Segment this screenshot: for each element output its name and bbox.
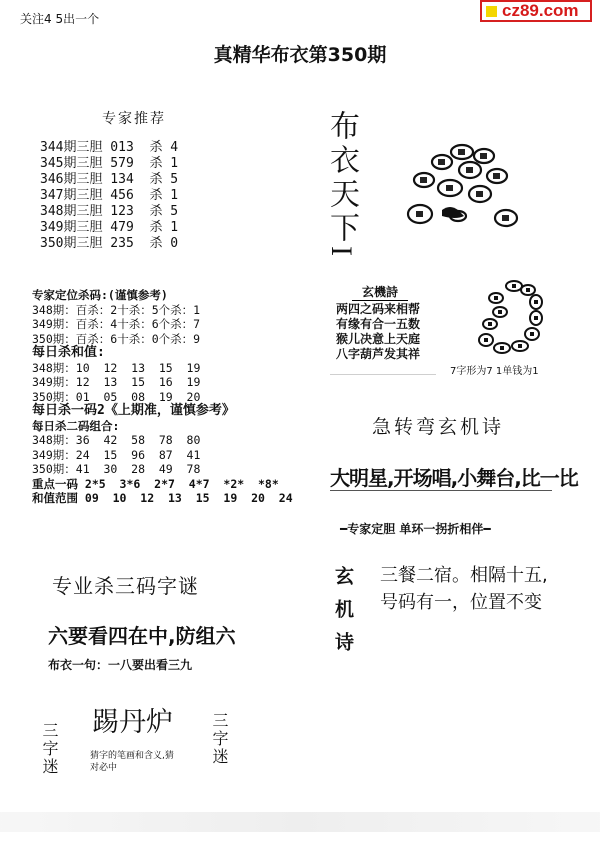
recommend-list	[40, 140, 178, 252]
recommend-row: 346期三胆 134 杀 5	[40, 172, 179, 187]
position-kill-row: 349期：百杀：4十杀：6个杀：7	[32, 317, 201, 331]
xuanji-poem-line: 三餐二宿。相隔十五,	[380, 565, 548, 586]
position-kill-title: 专家定位杀码:(谨慎参考)	[32, 288, 168, 302]
kill3-riddle-title: 专业杀三码字谜	[52, 574, 199, 598]
xuanji-poem-line: 号码有一，位置不变	[380, 592, 542, 613]
sum-kill-row: 349期：12 13 15 16 19	[32, 375, 201, 389]
combo-kill-row: 348期：36 42 58 78 80	[32, 433, 201, 447]
six-riddle-text: 六要看四在中,防组六	[48, 624, 236, 648]
buyi-sentence: 布衣一句：一八要出看三九	[48, 658, 193, 672]
sum-range-row: 和值范围 09 10 12 13 15 19 20 24	[32, 491, 293, 505]
bigstar-riddle: 大明星,开场唱,小舞台,比一比	[330, 466, 578, 490]
page-title: 真精华布衣第350期	[213, 44, 387, 66]
recommend-row: 350期三胆 235 杀 0	[40, 236, 179, 251]
bracelet-caption: 7字形为7 1单钱为1	[450, 366, 539, 377]
position-kill-row: 350期：百杀：6十杀：0个杀：9	[32, 331, 201, 346]
right-vertical-label: 三字迷	[210, 712, 229, 766]
recommend-title: 专家推荐	[102, 111, 166, 127]
coin-bracelet-icon	[470, 278, 550, 362]
left-vertical-label: 三字迷	[40, 722, 59, 776]
mystic-poem-line: 八字葫芦发其祥	[336, 347, 421, 361]
xuanji-poem-label: 玄机诗	[332, 566, 354, 665]
combo-kill-title: 每日杀二码组合:	[32, 418, 120, 433]
recommend-row: 344期三胆 013 杀 4	[40, 140, 179, 155]
recommend-row: 345期三胆 579 杀 1	[40, 156, 179, 171]
sum-kill-row: 350期：01 05 08 19 20	[32, 389, 201, 404]
recommend-row: 347期三胆 456 杀 1	[40, 188, 179, 203]
riddle-note: 猜字的笔画和含义,猜对必中	[90, 751, 174, 773]
xuanji-poem-lines	[380, 562, 548, 616]
combo-kill-row: 349期：24 15 96 87 41	[32, 447, 201, 462]
combo-kill-row: 350期：41 30 28 49 78	[32, 462, 201, 476]
daily-kill-title: 每日杀一码2《上期准，谨慎参考》	[32, 403, 235, 418]
urgent-turn-title: 急转弯玄机诗	[372, 416, 505, 438]
mystic-poem-line: 猴儿决意上天庭	[336, 332, 421, 346]
position-kill-row: 348期：百杀：2十杀：5个杀：1	[32, 302, 201, 317]
bigstar-underline	[330, 490, 552, 491]
position-kill-section	[32, 288, 293, 514]
badge-square-icon	[486, 6, 497, 17]
follow-note: 关注4 5出一个	[20, 12, 100, 26]
coins-illustration-icon	[402, 138, 532, 238]
recommend-row: 348期三胆 123 杀 5	[40, 204, 179, 219]
mystic-poem-line: 两四之码来相帮	[336, 302, 421, 316]
expert-divider: ━专家定胆 单环一拐折相伴━	[340, 522, 491, 536]
recommend-row: 349期三胆 479 杀 1	[40, 220, 179, 235]
blurred-footer-strip	[0, 812, 600, 832]
buyi-tianxia-heading: 布衣天下I	[325, 110, 358, 260]
site-badge-text: cz89.com	[502, 1, 579, 20]
sum-kill-row: 348期：10 12 13 15 19	[32, 360, 201, 375]
mystic-poem-line: 有缘有合一五数	[336, 317, 421, 331]
mystic-poem-title: 玄機詩	[352, 283, 408, 301]
riddle-main-text: 踢丹炉	[92, 707, 173, 738]
sum-kill-title: 每日杀和值:	[32, 345, 105, 360]
site-badge-link[interactable]	[480, 0, 592, 22]
key-code-row: 重点一码 2*5 3*6 2*7 4*7 *2* *8*	[32, 476, 279, 491]
mystic-poem-lines	[336, 302, 420, 362]
